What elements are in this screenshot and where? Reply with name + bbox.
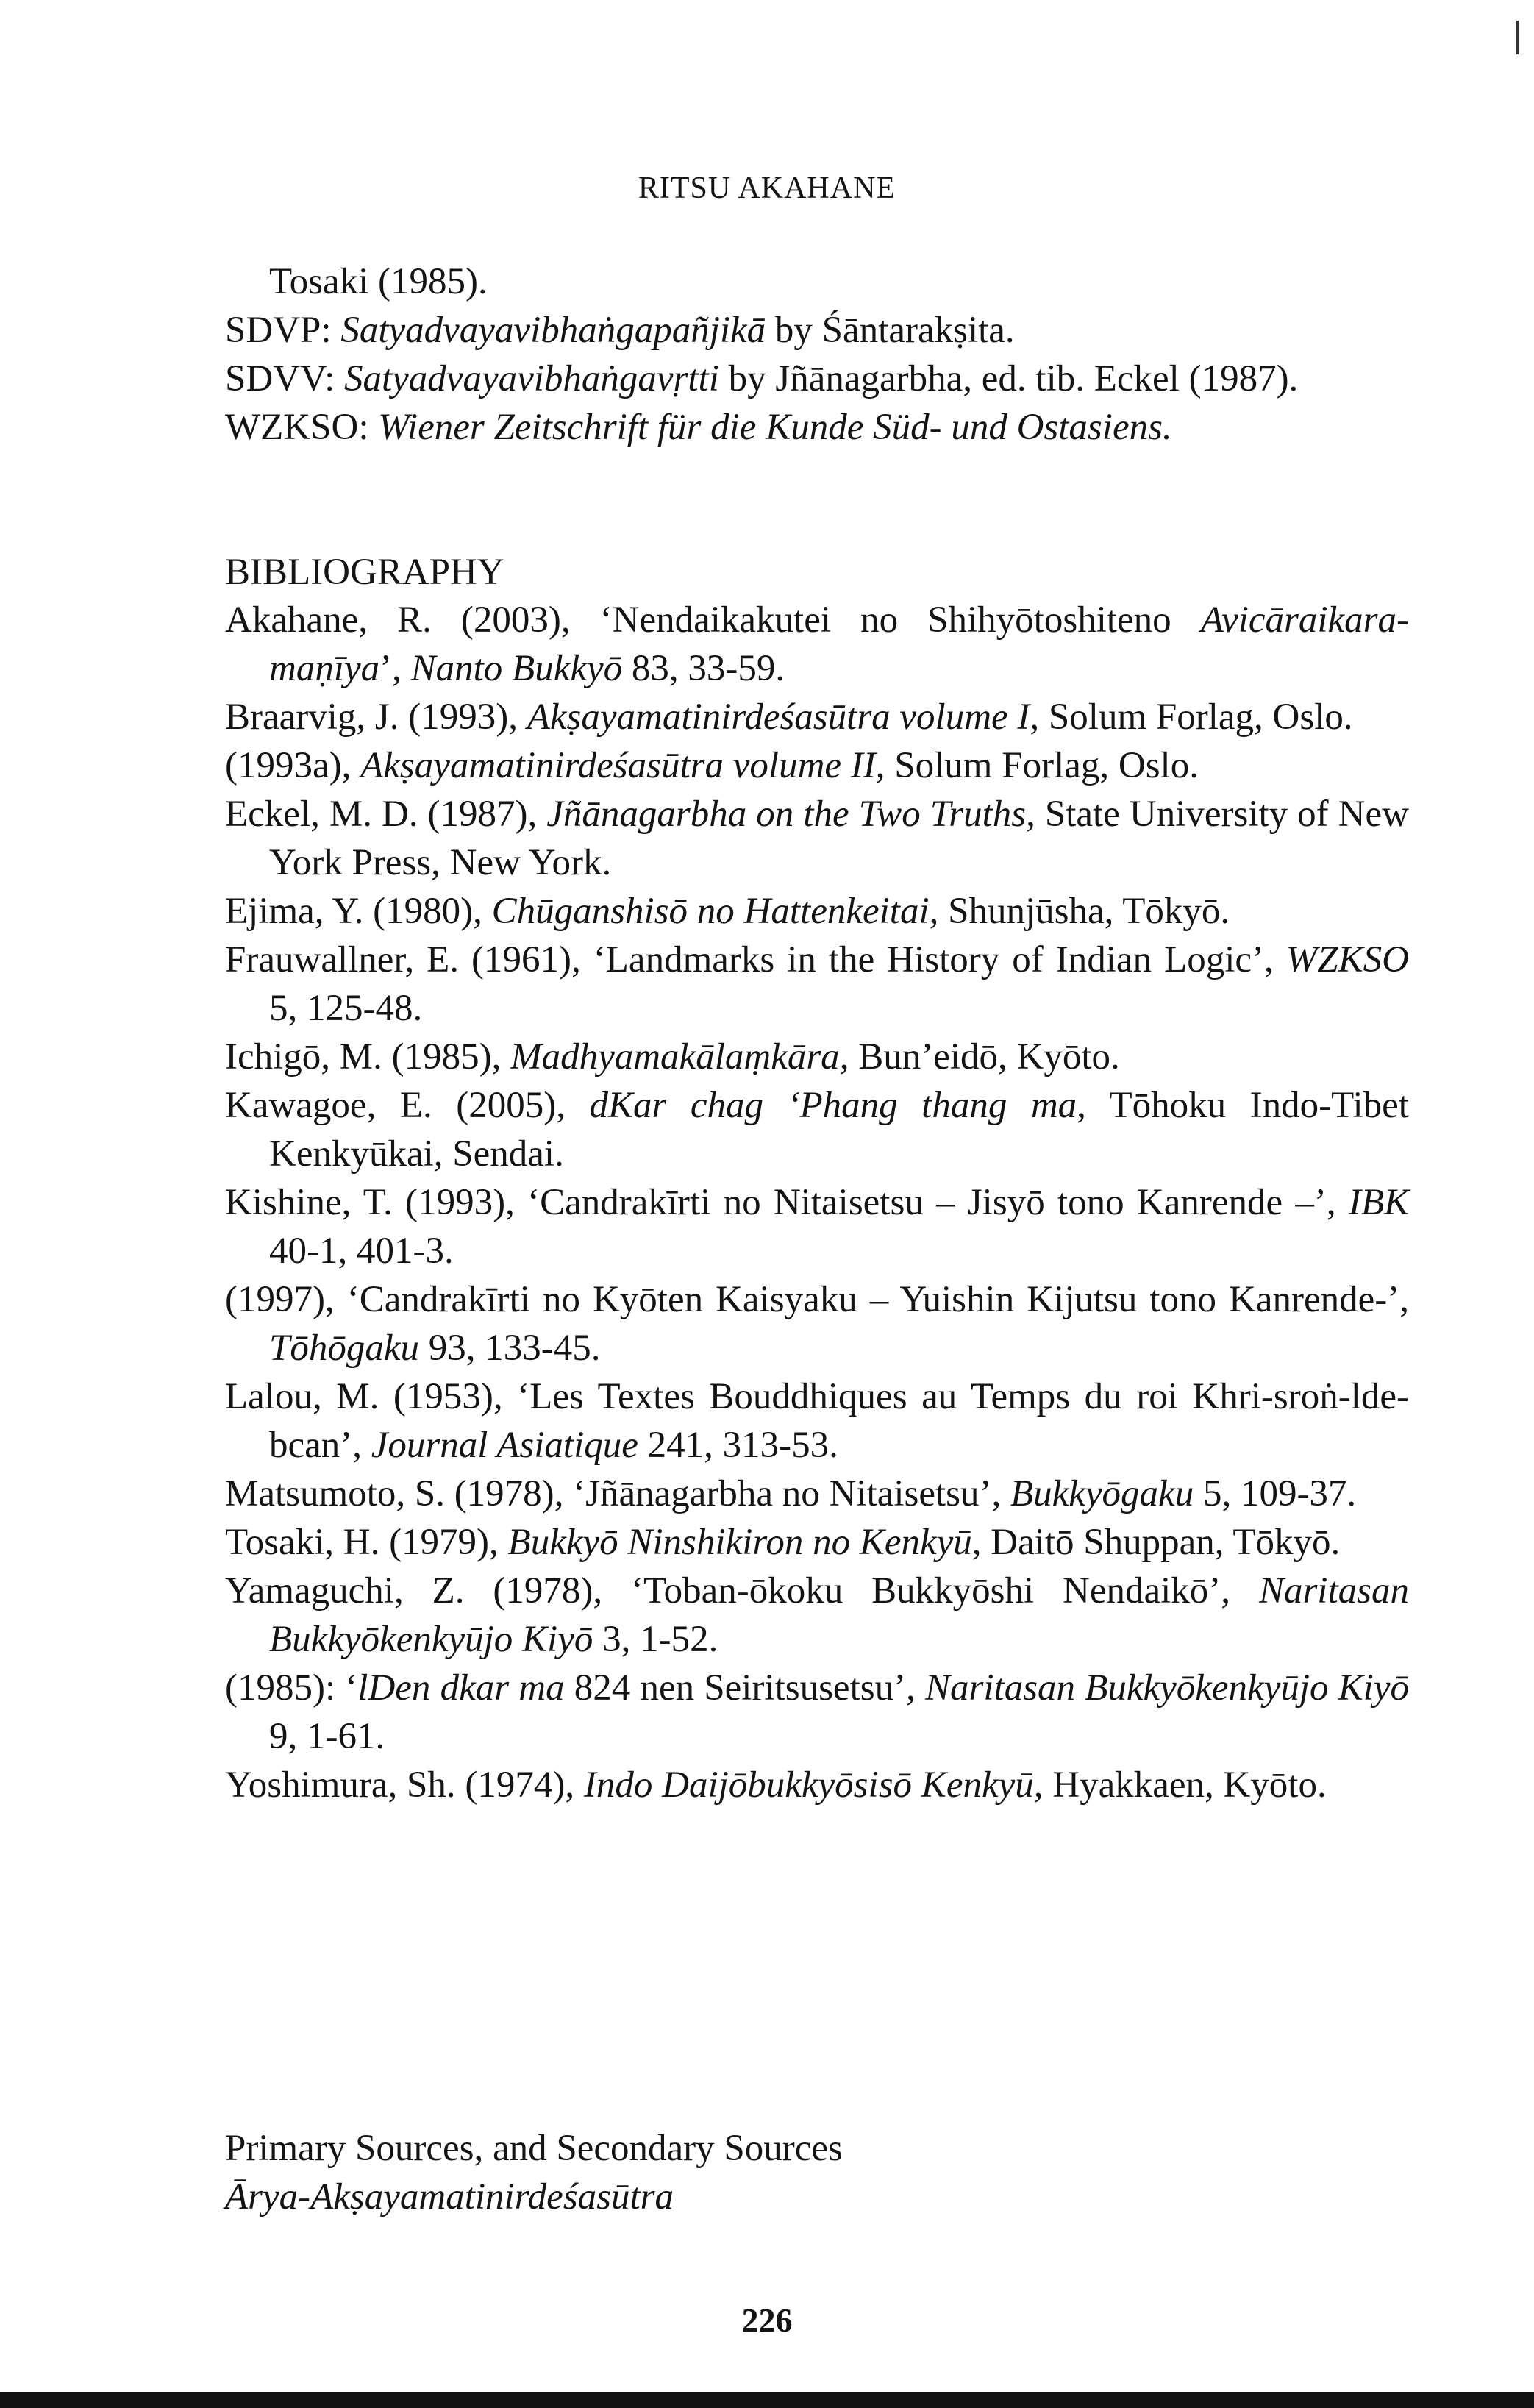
entry-text: (1985): ‘ (225, 1667, 358, 1709)
entry-text: Yoshimura, Sh. (1974), (225, 1764, 584, 1806)
entry-text: Akahane, R. (2003), ‘Nendaikakutei no Shihyōtoshiteno (225, 599, 1201, 641)
entry-text: Matsumoto, S. (1978), ‘Jñānagarbha no Nitaisetsu’, (225, 1473, 1010, 1514)
bibliography-entry (225, 1081, 1409, 1178)
bibliography-entry (225, 1518, 1409, 1567)
entry-text: , Daitō Shuppan, Tōkyō. (971, 1522, 1341, 1563)
entry-text: (1997), ‘Candrakīrti no Kyōten Kaisyaku – Yuishin Kijutsu tono Kanrende-’, (225, 1279, 1409, 1320)
entry-title: Akṣayamatinirdeśasūtra volume II (360, 745, 876, 786)
entry-title: Tōhōgaku (269, 1328, 419, 1369)
entry-text: , Solum Forlag, Oslo. (875, 745, 1199, 786)
bibliography-entry (225, 1033, 1409, 1081)
abbreviation-key: SDVV: (225, 358, 335, 399)
entry-text: 93, 133-45. (419, 1328, 601, 1369)
entry-text: Kawagoe, E. (2005), (225, 1085, 590, 1126)
entry-text: Ichigō, M. (1985), (225, 1036, 511, 1077)
bibliography-entry (225, 741, 1409, 790)
entry-text: Braarvig, J. (1993), (225, 697, 527, 738)
entry-text: Lalou, M. (1953), ‘Les Textes Bouddhiques au Temps du roi Khri-sroṅ-lde-bcan’, (225, 1376, 1409, 1466)
abbreviation-continuation: Tosaki (1985). (269, 261, 488, 302)
entry-text: 241, 313-53. (638, 1425, 838, 1466)
entry-title: Naritasan Bukkyōkenkyūjo Kiyō (269, 1570, 1409, 1660)
bibliography-entry (225, 1567, 1409, 1664)
entry-title: Nanto Bukkyō (410, 648, 623, 689)
bibliography-entry (225, 1178, 1409, 1275)
entry-text: 9, 1-61. (269, 1716, 385, 1757)
entry-title: Bukkyō Ninshikiron no Kenkyū (507, 1522, 972, 1563)
scan-mark (1516, 21, 1519, 54)
entry-text: , State University of New York Press, New York. (269, 794, 1409, 883)
abbreviation-title: Satyadvayavibhaṅgavṛtti (344, 358, 719, 399)
entry-text: Ejima, Y. (1980), (225, 891, 492, 932)
entry-title: WZKSO (1285, 939, 1409, 980)
page-number: 226 (741, 2301, 793, 2339)
bibliography-entry (225, 1664, 1409, 1761)
entry-title: Madhyamakālaṃkāra (510, 1036, 840, 1077)
entry-text: Kishine, T. (1993), ‘Candrakīrti no Nitaisetsu – Jisyō tono Kanrende –’, (225, 1182, 1349, 1223)
entry-text: ’, (379, 648, 411, 689)
bibliography-entry (225, 936, 1409, 1033)
abbreviation-title: Wiener Zeitschrift für die Kunde Süd- und Ostasiens. (378, 407, 1172, 448)
entry-title: Naritasan Bukkyōkenkyūjo Kiyō (925, 1667, 1409, 1709)
abbreviations-list (225, 257, 1409, 452)
bibliography-entry (225, 693, 1409, 741)
bibliography-heading: BIBLIOGRAPHY (225, 552, 504, 593)
entry-title: Journal Asiatique (371, 1425, 638, 1466)
bibliography-entry (225, 1470, 1409, 1518)
entry-text: 83, 33-59. (622, 648, 785, 689)
entry-title: lDen dkar ma (357, 1667, 565, 1709)
bibliography-entry (225, 790, 1409, 887)
entry-title: Akṣayamatinirdeśasūtra volume I (527, 697, 1030, 738)
bibliography-entry (225, 1761, 1409, 1809)
entry-text: 5, 125-48. (269, 988, 423, 1029)
entry-text: , Shunjūsha, Tōkyō. (929, 891, 1230, 932)
abbreviation-sdvv (225, 355, 1409, 403)
primary-sources-section (225, 2124, 1409, 2221)
entry-title: Chūganshisō no Hattenkeitai (491, 891, 930, 932)
entry-text: , Tōhoku Indo-Tibet Kenkyūkai, Sendai. (269, 1085, 1409, 1175)
entry-text: Tosaki, H. (1979), (225, 1522, 508, 1563)
scan-edge (0, 2392, 1534, 2408)
abbreviation-sdvp (225, 306, 1409, 355)
bibliography-entry (225, 596, 1409, 693)
entry-text: Frauwallner, E. (1961), ‘Landmarks in the History of Indian Logic’, (225, 939, 1286, 980)
bibliography-entries (225, 596, 1409, 1809)
primary-sources-title: Ārya-Akṣayamatinirdeśasūtra (225, 2176, 674, 2218)
primary-sources-subheading (225, 2173, 1409, 2221)
bibliography-entry (225, 1372, 1409, 1470)
bibliography-entry (225, 1275, 1409, 1372)
abbreviation-rest: by Jñānagarbha, ed. tib. Eckel (1987). (718, 358, 1299, 399)
entry-text: Eckel, M. D. (1987), (225, 794, 547, 835)
entry-title: Jñānagarbha on the Two Truths (546, 794, 1027, 835)
entry-title: Bukkyōgaku (1010, 1473, 1194, 1514)
entry-text: 40-1, 401-3. (269, 1230, 454, 1272)
entry-text: , Bun’eidō, Kyōto. (839, 1036, 1120, 1077)
entry-text: (1993a), (225, 745, 361, 786)
bibliography-section (225, 549, 1409, 1809)
abbreviation-key: WZKSO: (225, 407, 369, 448)
running-header: RITSU AKAHANE (638, 171, 896, 205)
entry-title: IBK (1348, 1182, 1409, 1223)
entry-text: , Solum Forlag, Oslo. (1030, 697, 1353, 738)
entry-text: , Hyakkaen, Kyōto. (1033, 1764, 1327, 1806)
entry-text: 3, 1-52. (593, 1619, 718, 1660)
abbreviation-wzkso (225, 403, 1409, 452)
abbreviation-rest: by Śāntarakṣita. (766, 310, 1015, 351)
entry-title: dKar chag ‘Phang thang ma (589, 1085, 1077, 1126)
abbreviation-key: SDVP: (225, 310, 332, 351)
bibliography-entry (225, 887, 1409, 936)
entry-text: Yamaguchi, Z. (1978), ‘Toban-ōkoku Bukkyōshi Nendaikō’, (225, 1570, 1259, 1611)
entry-text: 5, 109-37. (1194, 1473, 1357, 1514)
abbreviation-title: Satyadvayavibhaṅgapañjikā (340, 310, 766, 351)
entry-text: 824 nen Seiritsusetsu’, (564, 1667, 925, 1709)
entry-title: Indo Daijōbukkyōsisō Kenkyū (583, 1764, 1034, 1806)
primary-sources-heading: Primary Sources, and Secondary Sources (225, 2128, 843, 2169)
entry-title: Avicāraikara-maṇīya (269, 599, 1409, 689)
